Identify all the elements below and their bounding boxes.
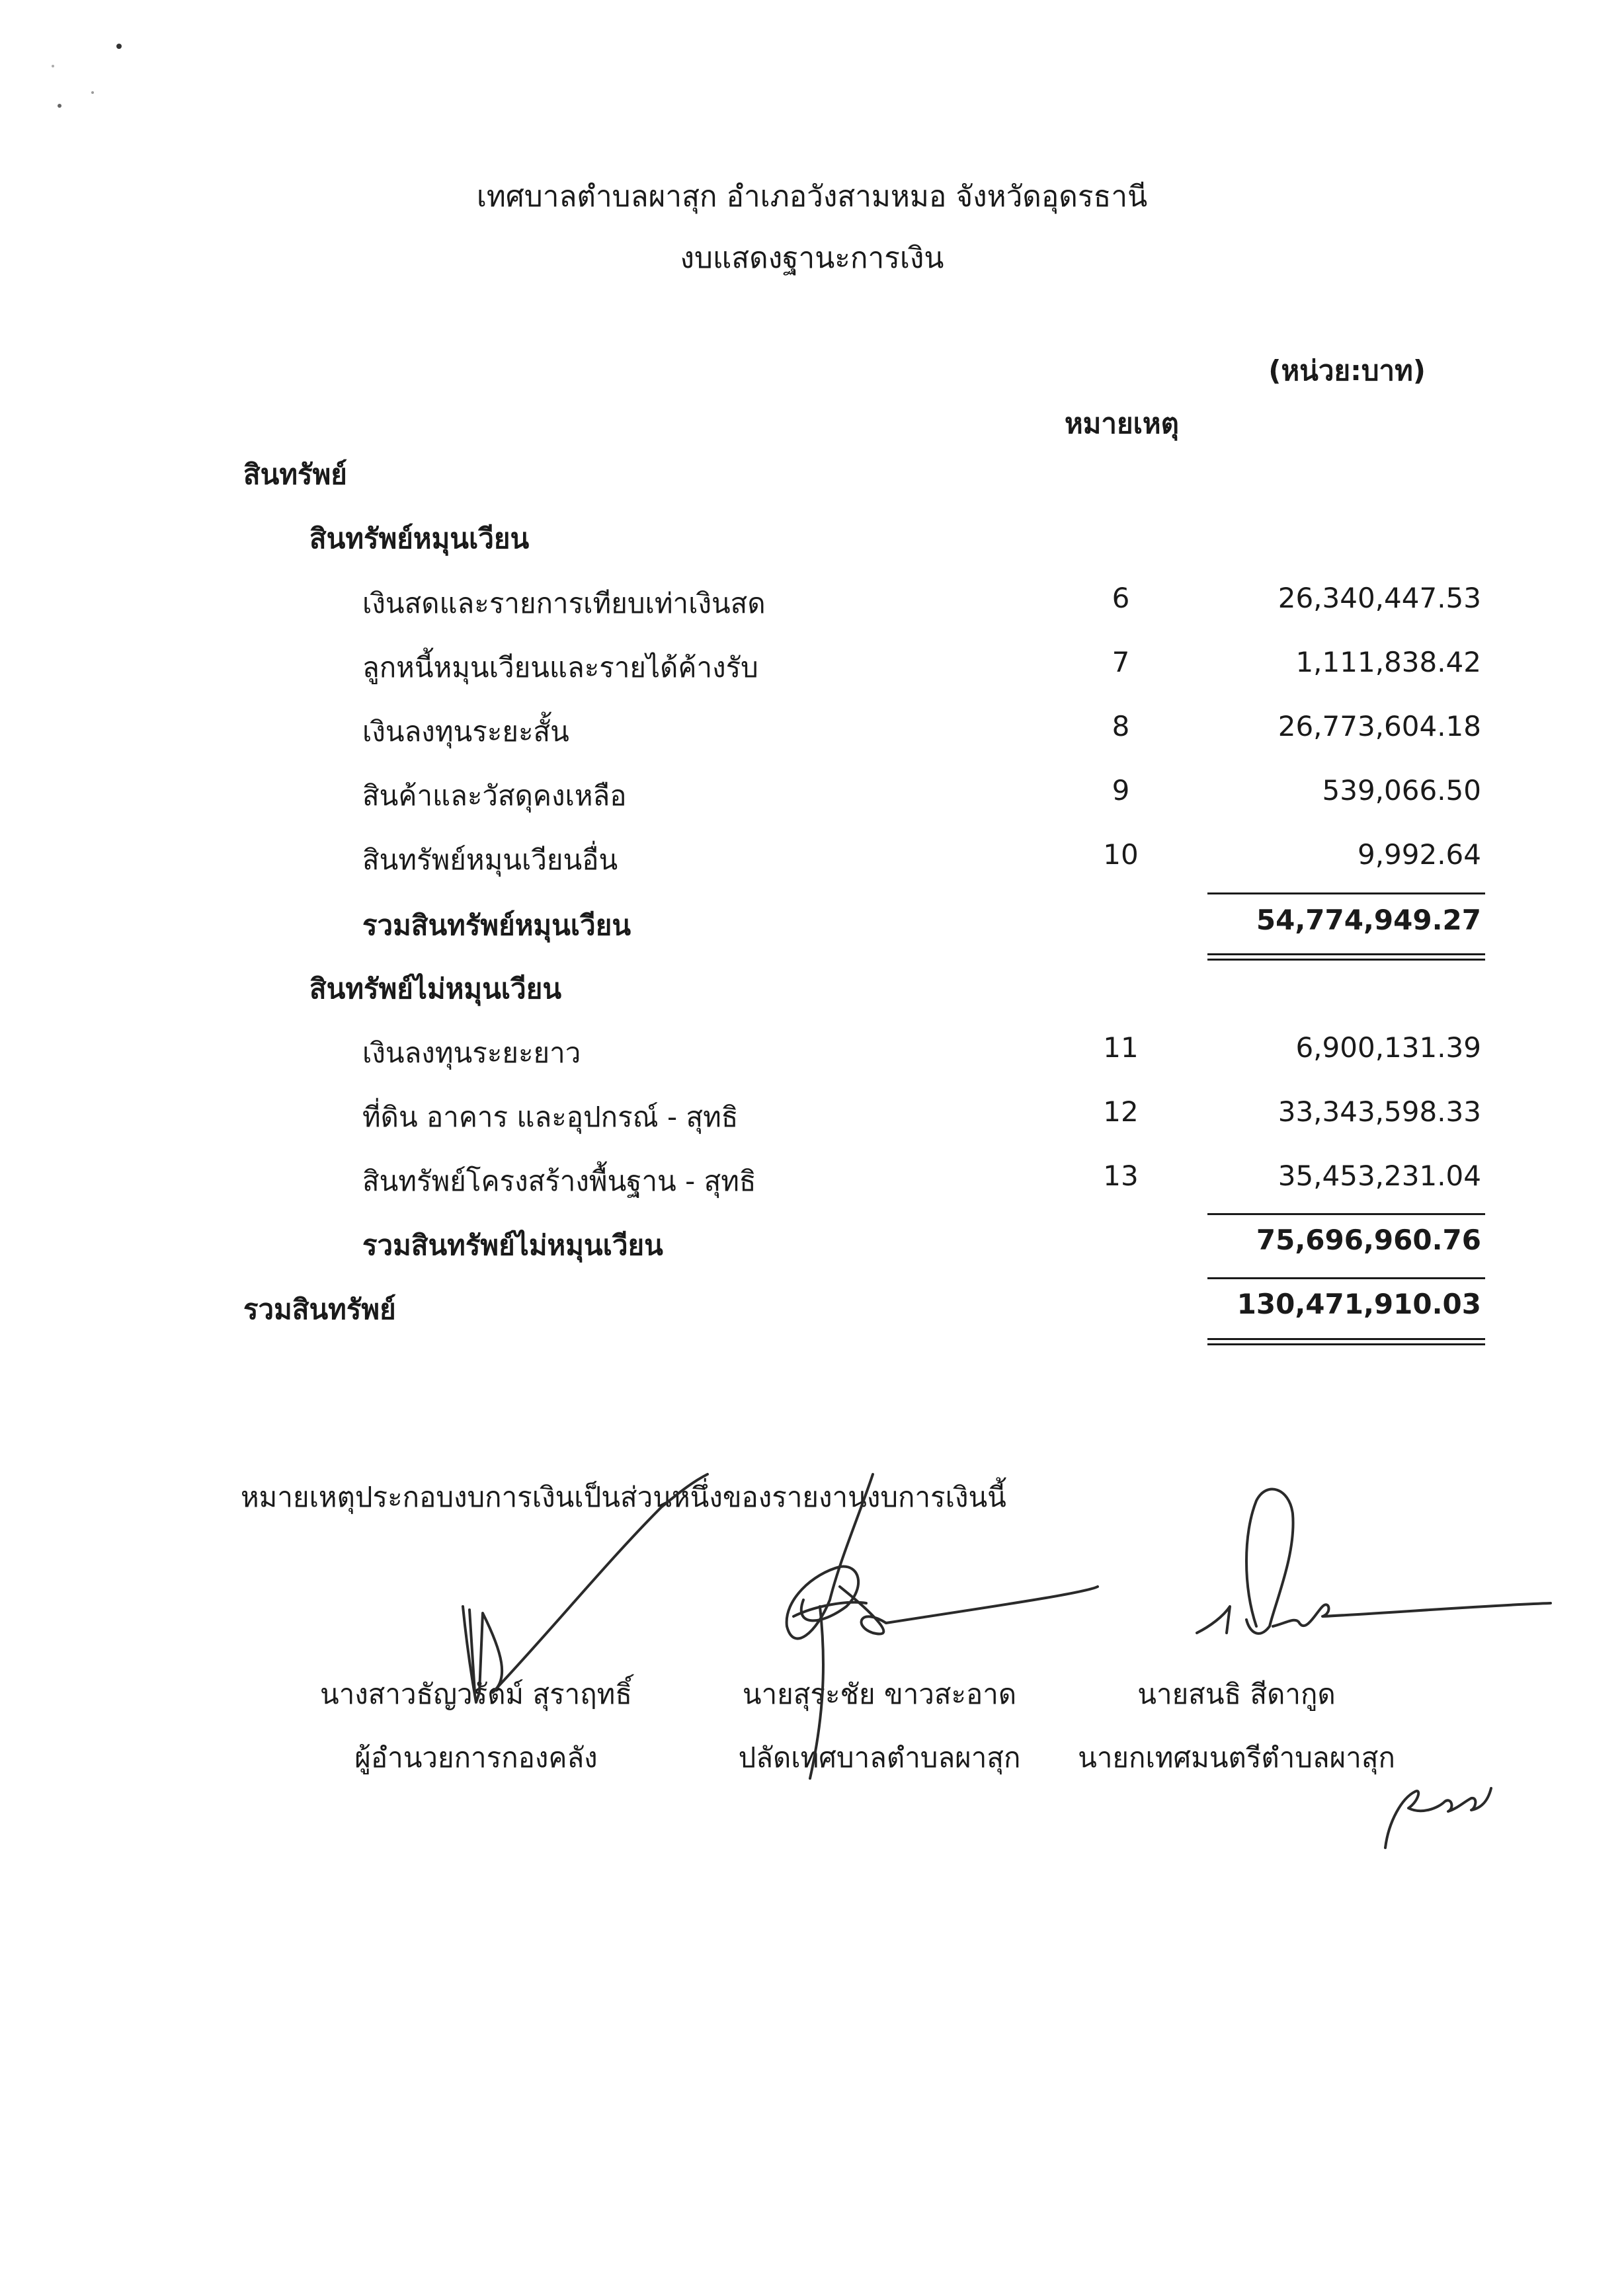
current-assets-total-amount: 54,774,949.27 [1256, 904, 1481, 936]
line-item-amount: 539,066.50 [1322, 774, 1481, 807]
current-assets-heading: สินทรัพย์หมุนเวียน [309, 522, 530, 555]
grand-total-amount: 130,471,910.03 [1237, 1288, 1481, 1320]
line-item-label: สินทรัพย์หมุนเวียนอื่น [362, 844, 618, 876]
assets-heading: สินทรัพย์ [243, 458, 347, 491]
line-item-note: 11 [1103, 1031, 1139, 1064]
line-item-note: 13 [1103, 1160, 1139, 1192]
signatory-name: นายสุระชัย ขาวสะอาด [742, 1678, 1017, 1710]
line-item-label: เงินลงทุนระยะสั้น [362, 715, 569, 748]
unit-label: (หน่วย:บาท) [1268, 354, 1426, 387]
signatory-name: นายสนธิ สีดากูด [1137, 1678, 1336, 1710]
line-item-label: เงินสดและรายการเทียบเท่าเงินสด [362, 587, 766, 619]
line-item-note: 6 [1112, 582, 1130, 614]
line-item-note: 8 [1112, 710, 1130, 742]
signatory-position: นายกเทศมนตรีตำบลผาสุก [1078, 1741, 1395, 1774]
signatory-position: ผู้อำนวยการกองคลัง [354, 1741, 598, 1774]
non-current-assets-heading: สินทรัพย์ไม่หมุนเวียน [309, 972, 562, 1005]
grand-total-label: รวมสินทรัพย์ [243, 1293, 396, 1326]
line-item-note: 7 [1112, 646, 1130, 678]
line-item-note: 9 [1112, 774, 1130, 807]
non-current-assets-total-label: รวมสินทรัพย์ไม่หมุนเวียน [362, 1229, 663, 1261]
non-current-assets-total-amount: 75,696,960.76 [1256, 1224, 1481, 1256]
line-item-note: 12 [1103, 1095, 1139, 1128]
signatory-position: ปลัดเทศบาลตำบลผาสุก [738, 1741, 1021, 1774]
line-item-amount: 6,900,131.39 [1295, 1031, 1481, 1064]
line-item-label: ลูกหนี้หมุนเวียนและรายได้ค้างรับ [362, 651, 758, 684]
line-item-amount: 35,453,231.04 [1278, 1160, 1481, 1192]
line-item-amount: 9,992.64 [1357, 838, 1481, 871]
line-item-label: ที่ดิน อาคาร และอุปกรณ์ - สุทธิ [362, 1101, 739, 1133]
organization-title: เทศบาลตำบลผาสุก อำเภอวังสามหมอ จังหวัดอุดรธานี [476, 180, 1148, 214]
line-item-note: 10 [1103, 838, 1139, 871]
line-item-amount: 26,340,447.53 [1278, 582, 1481, 614]
current-assets-total-label: รวมสินทรัพย์หมุนเวียน [362, 909, 631, 941]
line-item-label: เงินลงทุนระยะยาว [362, 1037, 581, 1069]
note-column-header: หมายเหตุ [1065, 407, 1179, 440]
statement-footnote: หมายเหตุประกอบงบการเงินเป็นส่วนหนึ่งของรายงานงบการเงินนี้ [241, 1481, 1006, 1513]
line-item-amount: 33,343,598.33 [1278, 1095, 1481, 1128]
line-item-amount: 26,773,604.18 [1278, 710, 1481, 742]
statement-title: งบแสดงฐานะการเงิน [680, 241, 944, 275]
line-item-amount: 1,111,838.42 [1295, 646, 1481, 678]
line-item-label: สินค้าและวัสดุคงเหลือ [362, 779, 627, 812]
line-item-label: สินทรัพย์โครงสร้างพื้นฐาน - สุทธิ [362, 1165, 756, 1197]
signatory-name: นางสาวธัญวรัตม์ สุราฤทธิ์ [319, 1678, 632, 1710]
